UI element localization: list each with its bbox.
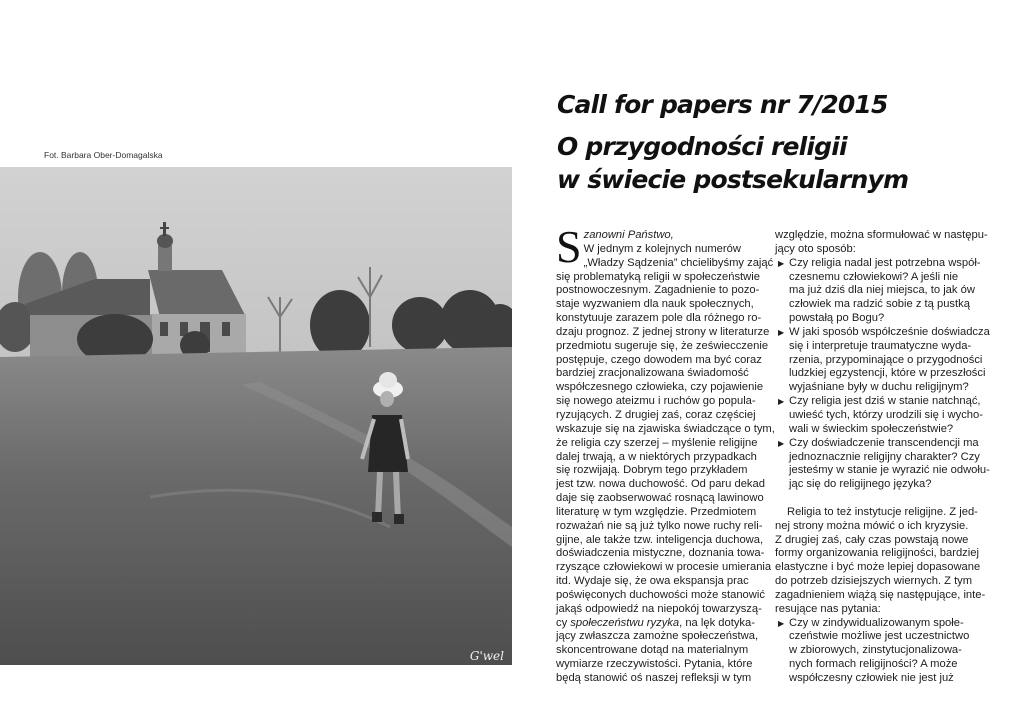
body-line: rzyszące człowiekowi w procesie umierania	[556, 561, 772, 574]
bullet-text: ludzkiej egzystencji, które w przeszłości	[789, 367, 986, 380]
bullet-text: Czy doświadczenie transcendencji ma	[789, 436, 979, 449]
italic-suffix: , na lęk dotyka-	[679, 616, 755, 629]
paragraph-gap	[775, 492, 987, 506]
body-line: resujące nas pytania:	[775, 602, 881, 615]
photo-credit: Fot. Barbara Ober-Domagalska	[44, 150, 163, 160]
bullet-item	[775, 325, 990, 340]
body-line: nej strony można mówić o ich kryzysie.	[775, 519, 969, 532]
bullet-item	[775, 437, 987, 451]
body-line: się nowego ateizmu i ruchów go popula-	[556, 395, 756, 408]
body-line: elastyczne i być może lepiej dopasowane	[775, 561, 981, 574]
body-line-italic-phrase	[556, 617, 768, 631]
bullet-item	[775, 395, 987, 409]
bullet-text: wali w świeckim społeczeństwie?	[789, 422, 954, 435]
body-line: jący zwłaszcza zamożne społeczeństwa,	[556, 630, 759, 643]
body-line: poświęconych duchowości może stanowić	[556, 588, 765, 601]
body-line: postępuje, czego dowodem ma być coraz	[556, 353, 762, 366]
bullet-text: Czy w zindywidualizowanym społe-	[789, 616, 964, 629]
article-photo	[0, 167, 512, 665]
text-column-left	[556, 221, 775, 686]
photo-illustration	[0, 167, 512, 665]
photo-field	[0, 347, 512, 665]
text-column-right	[775, 229, 990, 686]
body-line: do potrzeb dzisiejszych wiernych. Z tym	[775, 575, 973, 588]
bullet-text: wyjaśniane były w duchu religijnym?	[789, 381, 969, 394]
body-line: będą stanowić oś naszej refleksji w tym	[556, 672, 752, 684]
body-line: wskazuje się na zjawiska świadczące o tym,	[556, 422, 775, 435]
body-line: Z drugiej zaś, cały czas powstają nowe	[775, 533, 969, 546]
bullet-text: uwieść tych, którzy urodzili się i wycho-	[789, 408, 983, 421]
body-line: itd. Wydaje się, że owa ekspansja prac	[556, 575, 749, 588]
greeting: zanowni Państwo,	[583, 229, 674, 241]
body-line: daje się zaobserwować rosnącą lawinowo	[556, 492, 764, 505]
body-line: literaturę w tym względzie. Przedmiotem	[556, 505, 757, 518]
bullet-text: rzenia, przypominające o przygodności	[789, 353, 983, 366]
body-line: wymiarze rzeczywistości. Pytania, które	[556, 658, 753, 671]
italic-prefix: cy	[556, 616, 571, 629]
body-line: jakąś odpowiedź na niepokój towarzyszą-	[556, 602, 762, 615]
body-line: dalej trwają, a w niektórych przypadkach	[556, 450, 757, 463]
body-line: jący oto sposób:	[775, 242, 856, 255]
body-line: rozważań nie są już tylko nowe ruchy reli-	[556, 519, 763, 532]
body-line: dzaju prognoz. Z jednej strony w literaturze	[556, 325, 770, 338]
bullet-item	[775, 257, 987, 271]
article-title	[557, 88, 908, 196]
body-line: postnowoczesnym. Zagadnienie to pozo-	[556, 284, 760, 297]
photo-signature: G'wel	[469, 649, 504, 663]
bullet-arrow-icon: ▶	[778, 397, 785, 407]
bullet-arrow-icon: ▶	[778, 618, 785, 628]
body-line: współczesnego człowieka, czy pojawienie	[556, 381, 764, 394]
title-line-3: w świecie postsekularnym	[557, 165, 909, 194]
body-line: formy organizowania religijności, bardziej	[775, 547, 979, 560]
title-line-1: Call for papers nr 7/2015	[557, 90, 888, 119]
body-line: względzie, można sformułować w następu-	[775, 229, 988, 241]
bullet-text: ma już dziś dla niej miejsca, to jak ów	[789, 284, 975, 297]
body-line: W jednym z kolejnych numerów	[583, 242, 741, 255]
bullet-arrow-icon: ▶	[778, 438, 785, 448]
bullet-text: jednoznacznie religijny charakter? Czy	[789, 450, 980, 463]
body-line: „Władzy Sądzenia” chcielibyśmy zająć	[583, 256, 774, 269]
body-line: ryzujących. Z drugiej zaś, coraz częściej	[556, 408, 756, 421]
body-line: że religia czy szerzej – myślenie religijne	[556, 436, 758, 449]
bullet-text: powstałą po Bogu?	[789, 312, 885, 325]
body-line: staje wyzwaniem dla nauk społecznych,	[556, 298, 754, 311]
bullet-text: człowiek ma radzić sobie z tą pustką	[789, 298, 970, 311]
title-line-2: O przygodności religii	[557, 132, 847, 161]
bullet-text: czesnemu człowiekowi? A jeśli nie	[789, 270, 959, 283]
body-line: się problematyką religii w społeczeństwie	[556, 270, 760, 283]
body-line: Religia to też instytucje religijne. Z jed-	[787, 505, 978, 518]
bullet-text: Czy religia nadal jest potrzebna współ-	[789, 256, 981, 269]
bullet-arrow-icon: ▶	[778, 327, 785, 337]
bullet-arrow-icon: ▶	[778, 258, 785, 268]
bullet-text: W jaki sposób współcześnie doświadcza	[789, 325, 990, 338]
bullet-text: nych formach religijności? A może	[789, 658, 958, 671]
body-line: zagadnieniem wiążą się następujące, inte-	[775, 588, 986, 601]
body-line: doświadczenia mistyczne, doznania towa-	[556, 547, 765, 560]
bullet-text: czeństwie możliwe jest uczestnictwo	[789, 630, 970, 643]
bullet-text: współczesny człowiek nie jest już	[789, 672, 954, 684]
body-line: się rozwijają. Dobrym tego przykładem	[556, 464, 748, 477]
body-line: bardziej zracjonalizowana świadomość	[556, 367, 749, 380]
body-line: przedmiotu sugeruje się, że zeświecczenie	[556, 339, 769, 352]
drop-cap: S	[556, 221, 582, 272]
bullet-text: się i interpretuje traumatyczne wyda-	[789, 339, 972, 352]
body-line: gijne, ale także tzw. inteligencja duchowa,	[556, 533, 764, 546]
body-line: konstytuuje zarazem pole dla różnego ro-	[556, 312, 762, 325]
bullet-text: Czy religia jest dziś w stanie natchnąć,	[789, 395, 981, 408]
bullet-text: jesteśmy w stanie je wyrazić nie odwołu-	[789, 464, 990, 477]
italic-term: społeczeństwu ryzyka	[570, 616, 680, 629]
bullet-text: jąc się do religijnego języka?	[789, 478, 932, 491]
body-line: skoncentrowane dotąd na materialnym	[556, 644, 749, 657]
bullet-item	[775, 617, 987, 631]
body-line: jest tzw. nowa duchowość. Od paru dekad	[556, 478, 765, 491]
bullet-text: w zbiorowych, zinstytucjonalizowa-	[789, 644, 962, 657]
